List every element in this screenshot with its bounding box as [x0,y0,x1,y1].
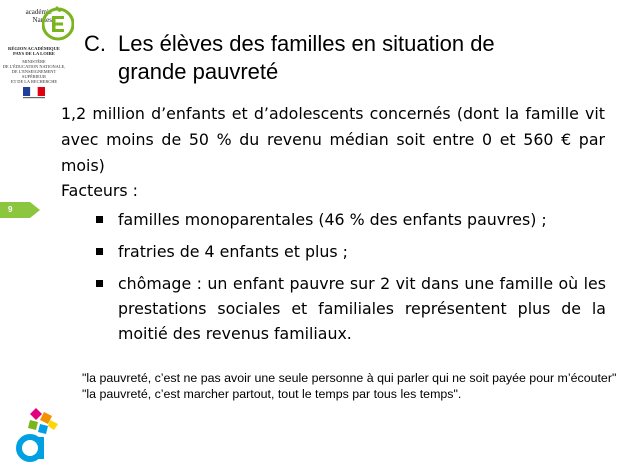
academy-name-line1: académie [25,8,52,16]
ministry-label [2,59,66,84]
ministry-line1: MINISTÈRE [22,58,46,64]
slide-title-line2: grande pauvreté [118,59,279,84]
academy-logo-block [2,2,66,99]
marianne-flag-icon [23,87,45,99]
quote-2: "la pauvreté, c’est marcher partout, tout le temps par tous les temps". [82,387,462,401]
list-item [96,207,606,232]
ministry-line4: ET DE LA RECHERCHE [10,78,58,84]
facteurs-label: Facteurs : [61,181,138,200]
slide-number-tab-icon [0,202,40,218]
list-item-text: fratries de 4 enfants et plus ; [118,242,348,261]
academie-e-logo-icon [42,2,74,42]
region-line1: RÉGION ACADÉMIQUE [8,46,60,51]
academy-name-line2: Nantes [32,16,52,24]
list-item [96,239,606,264]
region-label [2,46,66,57]
list-item-text: familles monoparentales (46 % des enfants pauvres) ; [118,210,547,229]
section-letter: C. [84,31,106,56]
bullet-square-icon [96,248,103,255]
list-item-text: chômage : un enfant pauvre sur 2 vit dans une famille où les prestations sociales et familiales représentent plus de la moitié des revenus familiaux. [118,274,606,343]
title-text-line1: Les élèves des familles en situation de [118,31,495,56]
region-line2: PAYS DE LA LOIRE [13,51,55,57]
intro-paragraph: 1,2 million d’enfants et d’adolescents concernés (dont la famille vit avec moins de 50 % du revenu médian soit entre 0 et 560 € par mois) [61,104,605,175]
academie-a-logo-icon [6,404,68,464]
bullet-square-icon [96,216,103,223]
quote-1: "la pauvreté, c’est ne pas avoir une seule personne à qui parler qui ne soit payée pour m’écouter" [82,371,617,385]
bullet-square-icon [96,280,103,287]
slide-title-line1 [84,30,614,58]
slide-title [84,30,614,86]
ministry-line2: DE L'ÉDUCATION NATIONALE, [2,63,66,69]
academy-logo [2,2,66,46]
factor-list [96,207,606,353]
list-item [96,271,606,346]
quotes-block [82,370,622,402]
ministry-line3: DE L'ENSEIGNEMENT SUPÉRIEUR [11,68,57,79]
slide-number: 9 [8,205,13,214]
